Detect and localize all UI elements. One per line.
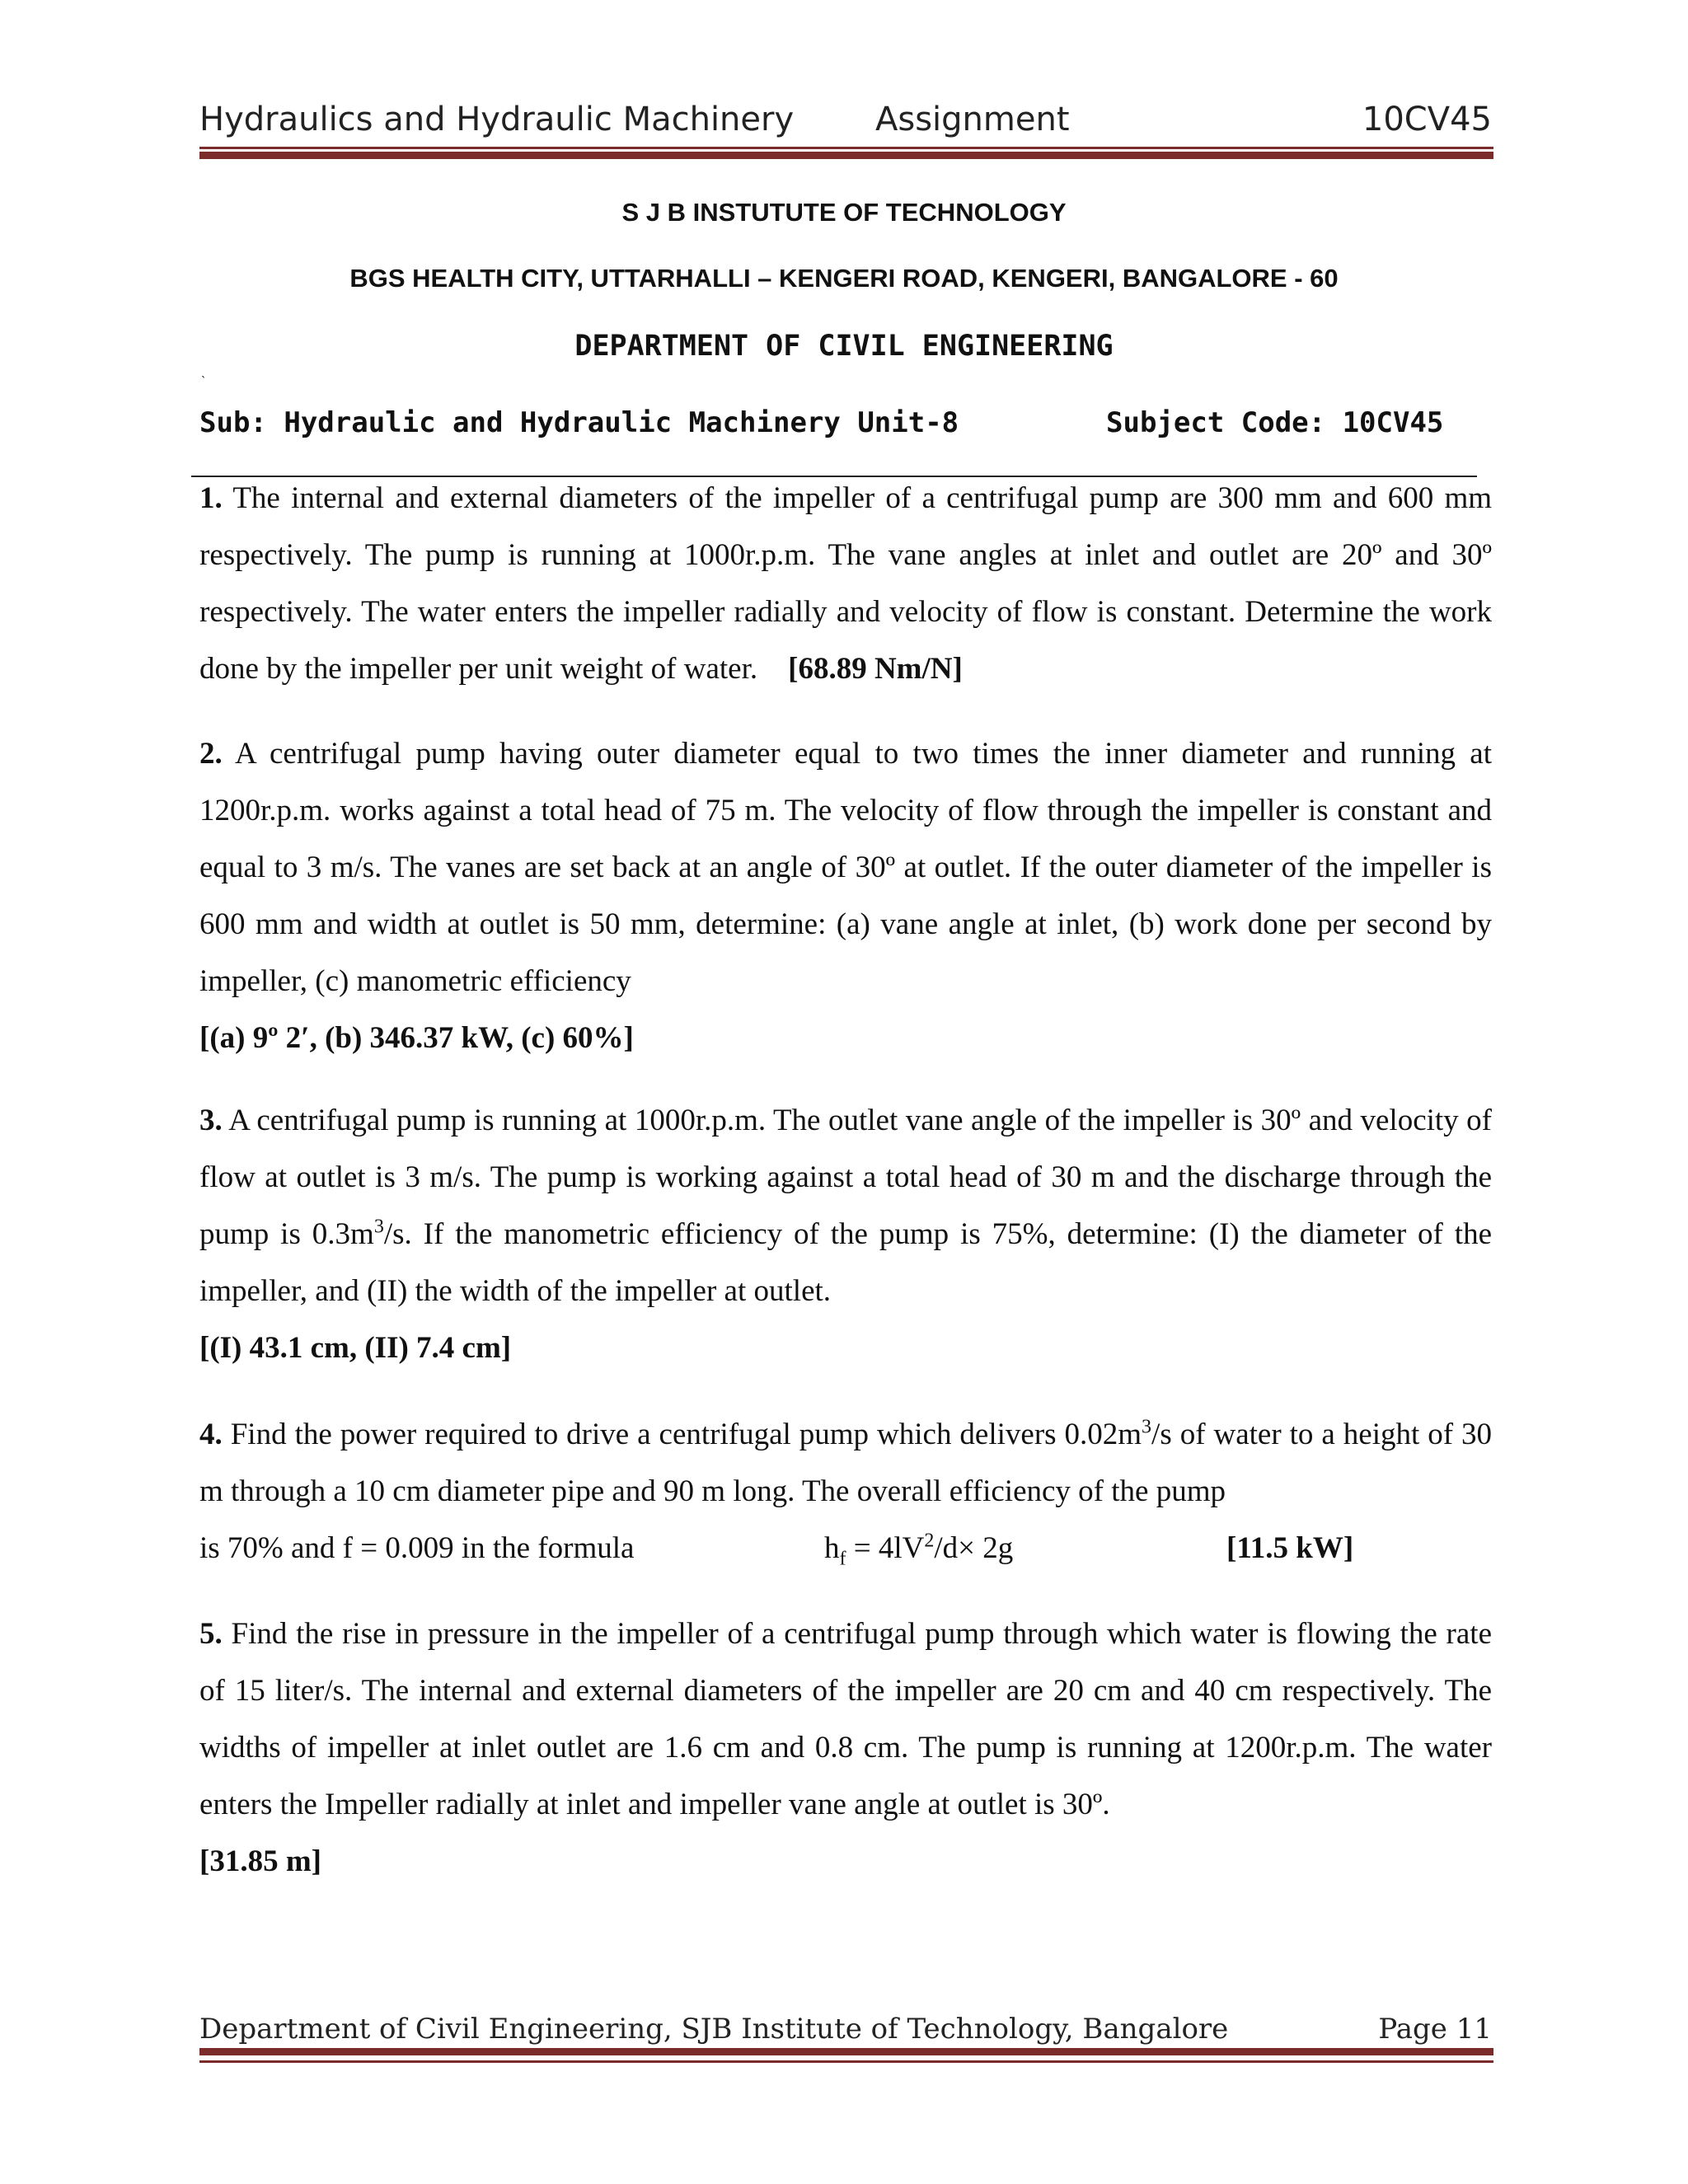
subject-title: Sub: Hydraulic and Hydraulic Machinery Unit-8 bbox=[199, 406, 959, 439]
formula-subscript: f bbox=[839, 1548, 846, 1570]
question-text: The internal and external diameters of the impeller of a centrifugal pump are 300 mm and 600 mm respectively. The pump is running at 1000r.p.m. The vane angles at inlet and outlet are 20º and 30º respectively. The water enters the impeller radially and velocity of flow is constant. Determine the work done by the impeller per unit weight of water. bbox=[199, 481, 1492, 686]
question-answer: [31.85 m] bbox=[199, 1844, 321, 1878]
question-5 bbox=[199, 1605, 1492, 1890]
formula bbox=[824, 1520, 1013, 1577]
question-answer: [(I) 43.1 cm, (II) 7.4 cm] bbox=[199, 1331, 512, 1365]
question-number: 1. bbox=[199, 481, 223, 515]
footer-institution: Department of Civil Engineering, SJB Institute of Technology, Bangalore bbox=[199, 2013, 1229, 2046]
question-3 bbox=[199, 1092, 1492, 1376]
question-text: Find the power required to drive a centrifugal pump which delivers 0.02m bbox=[230, 1418, 1142, 1451]
footer-rule-top bbox=[199, 2048, 1493, 2055]
header-rule-bottom bbox=[199, 152, 1493, 159]
institution-name: S J B INSTUTUTE OF TECHNOLOGY bbox=[621, 198, 1067, 227]
header-course-code: 10CV45 bbox=[1362, 101, 1492, 138]
superscript: 3 bbox=[373, 1216, 384, 1238]
formula-superscript: 2 bbox=[924, 1530, 935, 1552]
institution-address: BGS HEALTH CITY, UTTARHALLI – KENGERI ROAD, KENGERI, BANGALORE - 60 bbox=[349, 264, 1339, 293]
question-answer: [68.89 Nm/N] bbox=[788, 652, 963, 686]
formula-line bbox=[199, 1520, 1492, 1577]
stray-mark: ` bbox=[201, 375, 206, 389]
formula-h: h bbox=[824, 1531, 840, 1565]
formula-end: /d× 2g bbox=[934, 1531, 1014, 1565]
question-answer: [11.5 kW] bbox=[1226, 1531, 1354, 1565]
question-number: 5. bbox=[199, 1617, 223, 1651]
footer-rule-bottom bbox=[199, 2060, 1493, 2063]
question-number: 4. bbox=[199, 1418, 223, 1451]
question-4 bbox=[199, 1406, 1492, 1577]
page-number: Page 11 bbox=[1378, 2013, 1492, 2046]
subject-code: Subject Code: 10CV45 bbox=[1106, 406, 1444, 439]
question-number: 2. bbox=[199, 737, 223, 771]
superscript: 3 bbox=[1142, 1416, 1152, 1438]
question-text: A centrifugal pump is running at 1000r.p.m. The outlet vane angle of the impeller is 30º and velocity of flow at outlet is 3 m/s. The pump is working against a total head of 30 m and the discharge through the pump is 0.3m bbox=[199, 1104, 1492, 1251]
header-assignment-label: Assignment bbox=[875, 101, 1070, 138]
department-name: DEPARTMENT OF CIVIL ENGINEERING bbox=[574, 330, 1114, 363]
question-text: Find the rise in pressure in the impeller of a centrifugal pump through which water is flowing the rate of 15 liter/s. The internal and external diameters of the impeller are 20 cm and 40 cm respectively. The widths of impeller at inlet outlet are 1.6 cm and 0.8 cm. The pump is running at 1200r.p.m. The water enters the Impeller radially at inlet and impeller vane angle at outlet is 30º. bbox=[199, 1617, 1492, 1821]
header-rule-top bbox=[199, 147, 1493, 149]
question-text: A centrifugal pump having outer diameter equal to two times the inner diameter and running at 1200r.p.m. works against a total head of 75 m. The velocity of flow through the impeller is constant and equal to 3 m/s. The vanes are set back at an angle of 30º at outlet. If the outer diameter of the impeller is 600 mm and width at outlet is 50 mm, determine: (a) vane angle at inlet, (b) work done per second by impeller, (c) manometric efficiency bbox=[199, 737, 1492, 998]
question-text-cont: /s of water to a height of 30 m through a 10 cm diameter pipe and 90 m long. The overall efficiency of the pump bbox=[199, 1418, 1493, 1508]
question-text-cont: /s. If the manometric efficiency of the pump is 75%, determine: (I) the diameter of the impeller, and (II) the width of the impeller at outlet. bbox=[199, 1217, 1492, 1308]
question-2 bbox=[199, 725, 1492, 1066]
header-course-title: Hydraulics and Hydraulic Machinery bbox=[199, 101, 795, 138]
question-1 bbox=[199, 470, 1492, 697]
formula-mid: = 4lV bbox=[846, 1531, 925, 1565]
formula-intro: is 70% and f = 0.009 in the formula bbox=[199, 1531, 635, 1565]
question-number: 3. bbox=[199, 1104, 223, 1137]
question-answer: [(a) 9º 2′, (b) 346.37 kW, (c) 60%] bbox=[199, 1021, 634, 1055]
